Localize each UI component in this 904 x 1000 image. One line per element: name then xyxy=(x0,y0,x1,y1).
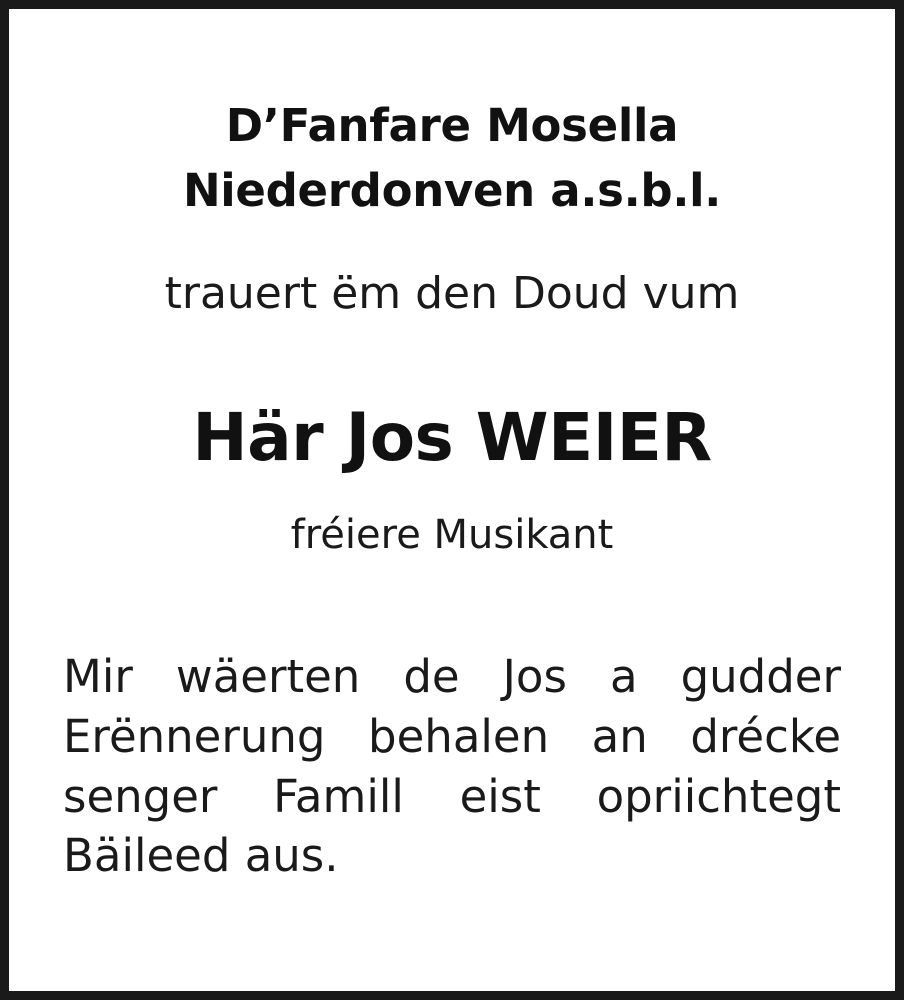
deceased-role: fréiere Musikant xyxy=(290,511,614,558)
lead-text: trauert ëm den Doud vum xyxy=(164,267,740,319)
condolence-message: Mir wäerten de Jos a gudder Erënnerung behalen an drécke senger Famill eist opriichtegt Bäileed aus. xyxy=(63,649,841,883)
organisation-name-line-2: Niederdonven a.s.b.l. xyxy=(182,164,722,218)
deceased-name: Här Jos WEIER xyxy=(192,399,712,477)
organisation-name xyxy=(183,93,721,224)
organisation-name-line-1: D’Fanfare Mosella xyxy=(225,99,679,152)
